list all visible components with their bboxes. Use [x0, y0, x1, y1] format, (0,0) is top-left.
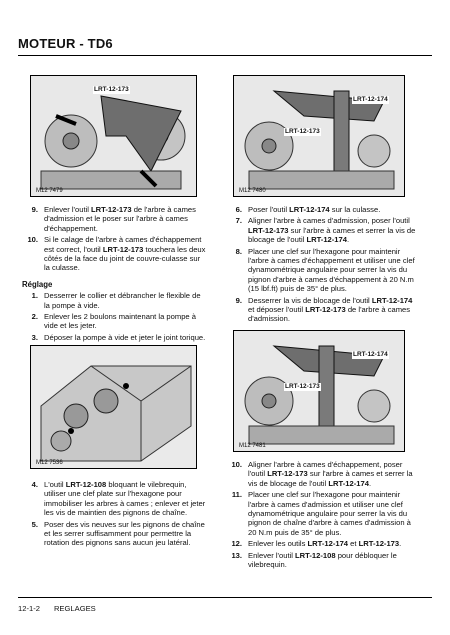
- step-text: Si le calage de l'arbre à cames d'échappement est correct, l'outil: [44, 235, 202, 254]
- engine-illustration-2: [234, 76, 404, 196]
- tool-ref: LRT-12-173: [91, 205, 132, 214]
- step-text: Enlever les 2 boulons maintenant la pompe à vide et les jeter.: [44, 312, 196, 331]
- step-text: Placer une clef sur l'hexagone pour maintenir l'arbre à cames d'échappement et utiliser une clef dynamométrique angulaire pour serrer la vis du pignon d'arbre à cames d'échappement à 20 N.m (15 lbf.ft) puis de 35° de plus.: [248, 246, 415, 294]
- step-number: 10.: [27, 235, 38, 245]
- tool-ref: LRT-12-108: [295, 550, 336, 560]
- step-number: 3.: [31, 332, 38, 342]
- step-list: [226, 205, 416, 324]
- step-text: Aligner l'arbre à cames d'admission, poser l'outil: [248, 216, 410, 226]
- tool-ref: LRT-12-108: [65, 480, 107, 489]
- right-column-a: [226, 205, 416, 326]
- tool-callout: LRT-12-174: [353, 96, 388, 103]
- step-list: [226, 460, 416, 569]
- step-text: Placer une clef sur l'hexagone pour maintenir l'arbre à cames d'admission et utiliser une clef dynamométrique angulaire pour serrer la vis du pignon de chaîne d'arbre à cames d'admission à 20 N.m puis de 35° de plus.: [248, 490, 411, 537]
- step-item: [22, 333, 207, 342]
- step-item: [22, 480, 207, 518]
- step-number: 9.: [235, 295, 242, 305]
- right-column-b: [226, 460, 416, 571]
- engine-illustration-3: [31, 346, 196, 468]
- step-text: Poser l'outil: [248, 205, 290, 214]
- step-number: 7.: [235, 216, 242, 226]
- figure-3: [30, 345, 197, 469]
- step-item: [22, 235, 207, 273]
- tool-ref: LRT-12-174: [371, 295, 413, 305]
- tool-ref: LRT-12-173: [358, 539, 400, 549]
- step-item: [226, 205, 416, 214]
- step-number: 10.: [231, 460, 242, 469]
- tool-ref: LRT-12-174: [306, 235, 347, 245]
- step-text: Enlever les outils: [248, 539, 308, 549]
- tool-ref: LRT-12-174: [289, 205, 330, 214]
- step-number: 1.: [31, 291, 38, 301]
- step-item: [22, 291, 207, 310]
- step-item: [226, 296, 416, 324]
- step-item: [226, 460, 416, 488]
- figure-code: M12 7536: [36, 460, 63, 466]
- step-text: de l'arbre à cames d'admission et le poser sur l'arbre à cames d'échappement.: [44, 205, 196, 233]
- step-text: .: [346, 235, 350, 245]
- tool-callout: LRT-12-173: [285, 383, 320, 390]
- section-heading-reglage: Réglage: [22, 279, 53, 289]
- tool-callout: LRT-12-173: [94, 86, 129, 93]
- step-number: 12.: [231, 539, 242, 549]
- figure-4: [233, 330, 405, 452]
- section-name: REGLAGES: [53, 604, 96, 613]
- tool-ref: LRT-12-173: [305, 305, 346, 315]
- step-text: pour débloquer le vilebrequin.: [248, 550, 397, 570]
- step-text: Desserrer le collier et débrancher le flexible de la pompe à vide.: [44, 291, 201, 310]
- step-text: touchera les deux côtés de la face du joint de couvre-culasse sur la culasse.: [44, 244, 206, 273]
- step-text: Poser des vis neuves sur les pignons de chaîne et les serrer suffisamment pour permettre la rotation des pignons sans aucun jeu latéral.: [44, 519, 205, 548]
- tool-callout: LRT-12-174: [353, 351, 388, 358]
- step-text: Enlever l'outil: [248, 550, 296, 560]
- step-number: 4.: [31, 480, 38, 489]
- step-number: 2.: [31, 312, 38, 322]
- engine-illustration-4: [234, 331, 404, 451]
- step-text: sur la culasse.: [329, 205, 381, 214]
- left-column-b: [22, 480, 207, 550]
- tool-ref: LRT-12-173: [248, 225, 289, 235]
- footer-divider: [18, 597, 432, 598]
- step-text: et: [348, 539, 359, 549]
- tool-ref: LRT-12-174: [328, 478, 369, 488]
- step-text: bloquant le vilebrequin, utiliser une clef plate sur l'hexagone pour immobiliser les arbres à cames ; enlever et jeter les vis de maintien des pignons de chaîne.: [44, 480, 206, 518]
- figure-1: [30, 75, 197, 197]
- reglage-step-list: [22, 291, 207, 342]
- step-number: 6.: [235, 205, 242, 214]
- page-number: 12-1-2: [18, 604, 40, 613]
- step-text: Enlever l'outil: [44, 205, 92, 214]
- step-text: Déposer la pompe à vide et jeter le joint torique.: [44, 332, 206, 342]
- tool-ref: LRT-12-173: [267, 469, 308, 479]
- figure-code: M12 7479: [36, 188, 63, 194]
- step-text: sur l'arbre à cames et serrer la vis de blocage de l'outil: [248, 469, 413, 488]
- step-item: [226, 216, 416, 244]
- step-item: [22, 520, 207, 548]
- page-footer: [18, 604, 110, 613]
- engine-illustration-1: [31, 76, 196, 196]
- step-text: et déposer l'outil: [248, 305, 306, 315]
- step-number: 9.: [31, 205, 38, 214]
- step-text: L'outil: [44, 480, 66, 489]
- step-number: 13.: [231, 550, 242, 560]
- step-list: [22, 480, 207, 548]
- tool-ref: LRT-12-174: [307, 539, 349, 549]
- step-number: 11.: [231, 490, 242, 500]
- step-text: Aligner l'arbre à cames d'échappement, poser l'outil: [248, 460, 403, 479]
- step-text: sur l'arbre à cames et serrer la vis de blocage de l'outil: [248, 225, 416, 245]
- figure-code: M12 7481: [239, 443, 266, 449]
- figure-2: [233, 75, 405, 197]
- step-text: .: [368, 478, 372, 488]
- figure-code: M12 7480: [239, 188, 266, 194]
- step-item: [226, 551, 416, 570]
- step-item: [226, 539, 416, 548]
- step-item: [226, 490, 416, 537]
- left-column-a: [22, 205, 207, 344]
- step-list: [22, 205, 207, 273]
- step-number: 5.: [31, 519, 38, 529]
- step-text: Desserrer la vis de blocage de l'outil: [248, 295, 372, 305]
- step-item: [226, 247, 416, 294]
- header-divider: [18, 55, 432, 56]
- page-title: MOTEUR - TD6: [18, 36, 113, 51]
- tool-ref: LRT-12-173: [102, 244, 144, 254]
- step-text: de l'arbre à cames d'admission.: [248, 305, 411, 324]
- tool-callout: LRT-12-173: [285, 128, 320, 135]
- step-item: [22, 205, 207, 233]
- step-item: [22, 312, 207, 331]
- step-text: .: [399, 539, 402, 549]
- step-number: 8.: [235, 246, 242, 256]
